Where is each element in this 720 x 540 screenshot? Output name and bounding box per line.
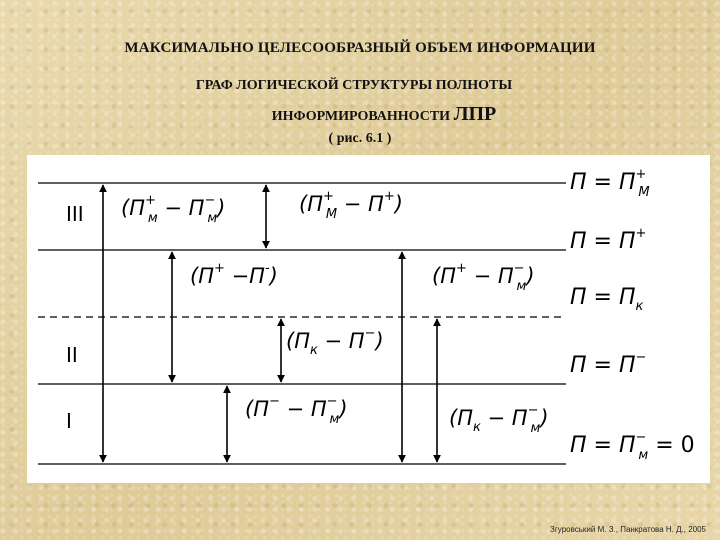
- slide-subtitle-line2: [24, 103, 720, 126]
- diagram-canvas: [27, 155, 710, 483]
- slide-subtitle-line1: ГРАФ ЛОГИЧЕСКОЙ СТРУКТУРЫ ПОЛНОТЫ: [195, 78, 513, 93]
- svg-text:(П+ − П−м): (П+ − П− м): [432, 261, 535, 294]
- level-label-p-minus: [570, 350, 646, 378]
- zone-label-iii: III: [66, 202, 84, 226]
- level-label-pm-plus: [570, 167, 650, 200]
- level-label-pm-minus-zero: [570, 430, 695, 463]
- subtitle-line2-abbr: ЛПР: [453, 103, 497, 125]
- diff-label-pk-minus-p-minus: [286, 326, 384, 358]
- svg-text:(П− − П−м): (П− − П− м): [245, 394, 348, 427]
- svg-text:П = П−: П = П−: [570, 350, 647, 378]
- zone-label-ii: II: [66, 343, 78, 367]
- diff-label-p-minus-minus-pm-minus: [245, 394, 348, 427]
- svg-text:П = П+М: П = П+ М: [570, 167, 650, 200]
- svg-text:(П+м − П−м): (П+ м − П− м): [121, 193, 226, 226]
- svg-text:П = Пк: $П = П_к$: [570, 285, 644, 314]
- svg-text:(П+М − П+): (П+ М − П+): [299, 189, 403, 222]
- svg-text:П = П−м = 0: П = П− м = 0: [570, 430, 695, 463]
- diff-label-pm-plus-minus-pm-minus: [121, 193, 225, 226]
- svg-text:(Пк − П−): $(П_к - П^-)$: [286, 326, 384, 358]
- subtitle-line2-text: ИНФОРМИРОВАННОСТИ: [271, 109, 451, 124]
- level-label-p-plus: [570, 226, 646, 254]
- svg-text:П = П+: П = П+: [570, 226, 647, 254]
- slide-title: МАКСИМАЛЬНО ЦЕЛЕСООБРАЗНЫЙ ОБЪЕМ ИНФОРМАЦИИ: [124, 40, 596, 56]
- diff-label-p-plus-minus-p-minus: [190, 261, 278, 288]
- diff-label-p-plus-minus-pm-minus: [432, 261, 535, 294]
- figure-reference: ( рис. 6.1 ): [328, 131, 392, 146]
- zone-label-i: I: [66, 409, 72, 433]
- footer-credit: Згуровський М. З., Панкратова Н. Д., 2005: [550, 525, 706, 534]
- svg-text:(П+ −П-): (П+ −П-): [190, 261, 278, 288]
- information-structure-diagram: [27, 155, 710, 483]
- svg-text:(Пк − П−м): ($П_к - П^-$ м): [449, 403, 549, 436]
- diff-label-pk-minus-pm-minus: [449, 403, 549, 436]
- level-label-pk: [570, 285, 644, 314]
- diff-label-pm-plus-minus-p-plus: [299, 189, 403, 222]
